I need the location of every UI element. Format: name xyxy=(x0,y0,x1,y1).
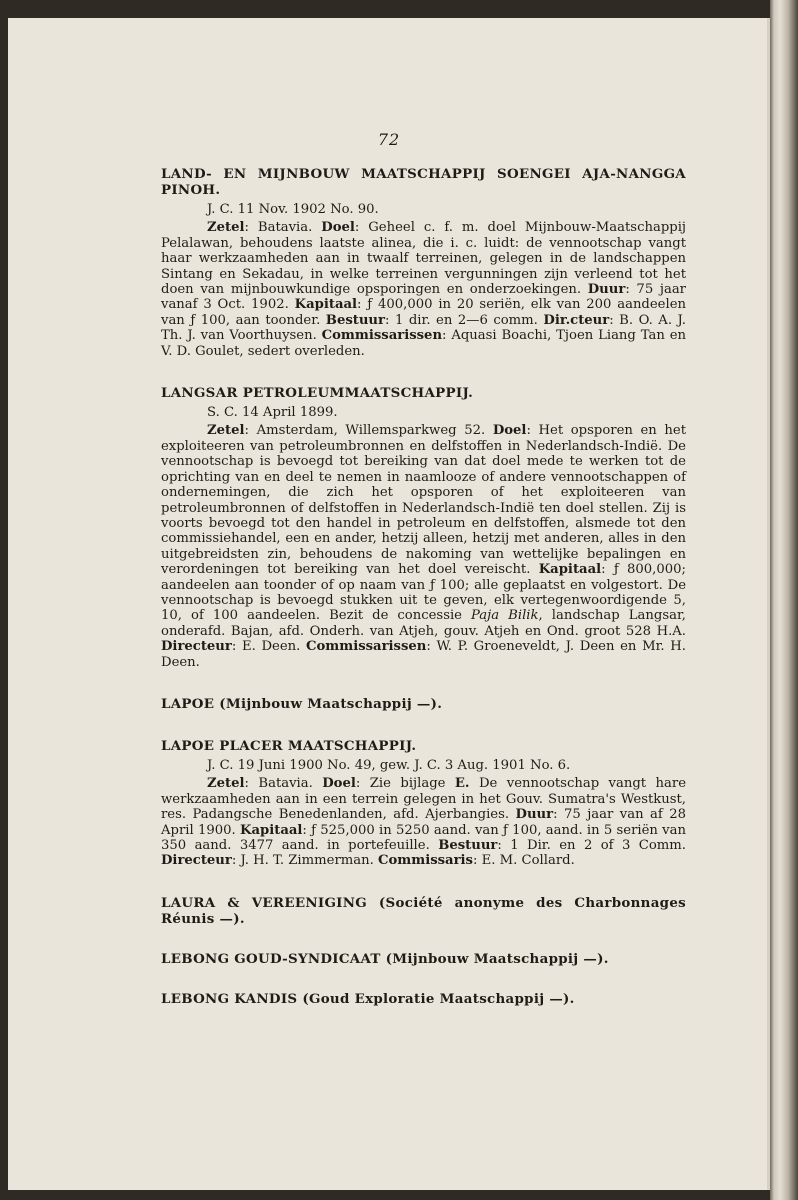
doel-label: Doel xyxy=(492,423,527,439)
entry-title: LAPOE (Mijnbouw Maatschappij —). xyxy=(161,695,443,712)
directeur-label: Directeur xyxy=(161,639,232,655)
zetel-value: : Amsterdam, Willemsparkweg 52. xyxy=(244,423,493,439)
entry-body xyxy=(161,776,686,868)
bestuur-value: : 1 Dir. en 2 of 3 Comm. xyxy=(497,838,686,853)
entry-langsar xyxy=(161,385,686,670)
zetel-label: Zetel xyxy=(207,776,245,792)
entry-lapoe xyxy=(161,696,686,712)
entry-soengei-ajanangga xyxy=(161,166,686,359)
book-page xyxy=(8,18,770,1190)
concessie-name: Paja Bilik xyxy=(471,608,539,624)
kapitaal-value: : ƒ 400,000 in 20 seriën, elk van 200 aandeelen van ƒ 100, aan toonder. xyxy=(161,297,686,328)
doel-label: Doel xyxy=(321,220,355,236)
duur-value: : 75 jaar vanaf 3 Oct. 1902. xyxy=(161,282,686,313)
duur-label: Duur xyxy=(515,807,554,823)
entry-lebong-goud-syndicaat xyxy=(161,951,686,967)
entry-title: LANGSAR PETROLEUMMAATSCHAPPIJ. xyxy=(161,385,474,402)
entry-reference: S. C. 14 April 1899. xyxy=(207,405,338,421)
page-content xyxy=(161,166,686,1031)
entry-title: LEBONG GOUD-SYNDICAAT (Mijnbouw Maatschappij —). xyxy=(161,950,609,967)
entry-title: LAPOE PLACER MAATSCHAPPIJ. xyxy=(161,737,417,754)
doel-label: Doel xyxy=(322,776,356,792)
commissaris-value: : E. M. Collard. xyxy=(473,853,575,869)
bestuur-label: Bestuur xyxy=(438,838,498,853)
commissarissen-value: : Aquasi Boachi, Tjoen Liang Tan en V. D. Goulet, sedert overleden. xyxy=(161,328,686,359)
doel-value: : Zie bijlage xyxy=(355,776,455,792)
directeur-value: : J. H. T. Zimmerman. xyxy=(231,853,378,869)
zetel-label: Zetel xyxy=(207,220,245,236)
directeur-label: Directeur xyxy=(161,853,232,869)
directeur-label: Dir.cteur xyxy=(543,312,610,328)
entry-reference: J. C. 19 Juni 1900 No. 49, gew. J. C. 3 Aug. 1901 No. 6. xyxy=(207,757,571,773)
zetel-value: : Batavia. xyxy=(244,220,322,236)
entry-lapoe-placer xyxy=(161,738,686,869)
entry-lebong-kandis xyxy=(161,991,686,1007)
kapitaal-value: : ƒ 800,000; aandeelen aan toonder of op naam van ƒ 100; alle geplaatst en volgestort. De vennootschap is bevoegd stukken uit te geven, elk vertegenwoordigende 5, 10, of 100 aandeelen. Bezit de concessie xyxy=(161,562,686,624)
commissarissen-value: : W. P. Groeneveldt, J. Deen en Mr. H. Deen. xyxy=(161,639,686,670)
zetel-value: : Batavia. xyxy=(244,776,323,792)
doel-value: : Het opsporen en het exploiteeren van petroleumbronnen en delfstoffen in Nederlandsch-Indië. De vennootschap is bevoegd tot bereiking van dat doel mede te werken tot de oprichting van en deel te nemen in naamlooze of andere vennootschappen of ondernemingen, die zich het opsporen of het exploiteeren van petroleumbronnen of delfstoffen in Nederlandsch-Indië ten doel stellen. Zij is voorts bevoegd tot den handel in petroleum en delfstoffen, alsmede tot den commissiehandel, een en ander, hetzij alleen, hetzij met anderen, alles in den uitgebreidsten zin, behoudens de nakoming van wettelijke bepalingen en verordeningen tot bereiking van het doel vereischt. xyxy=(161,423,687,578)
doel-value: : Geheel c. f. m. doel Mijnbouw-Maatschappij Pelalawan, behoudens laatste alinea, die i. c. luidt: de vennootschap vangt haar werkzaamheden aan in twaalf terreinen, gelegen in de landschappen Sintang en Sekadau, in welke terreinen vergunningen zijn verleend tot het doen van mijnbouwkundige opsporingen en onderzoekingen. xyxy=(161,220,687,298)
page-number: 72 xyxy=(377,130,401,149)
duur-value: : 75 jaar van af 28 April 1900. xyxy=(161,807,686,838)
directeur-value: : E. Deen. xyxy=(231,639,306,655)
commissaris-label: Commissaris xyxy=(378,853,473,869)
entry-title: LEBONG KANDIS (Goud Exploratie Maatschappij —). xyxy=(161,990,575,1007)
kapitaal-label: Kapitaal xyxy=(294,297,358,313)
zetel-label: Zetel xyxy=(207,423,245,439)
kapitaal-value: : ƒ 525,000 in 5250 aand. van ƒ 100, aand. in 5 seriën van 350 aand. 3477 aand. in portefeuille. xyxy=(161,822,686,853)
entry-title: LAND- EN MIJNBOUW MAATSCHAPPIJ SOENGEI AJA-NANGGA PINOH. xyxy=(161,166,686,198)
duur-label: Duur xyxy=(587,282,626,298)
entry-reference: J. C. 11 Nov. 1902 No. 90. xyxy=(207,202,379,217)
entry-body xyxy=(161,423,686,670)
commissarissen-label: Commissarissen xyxy=(321,328,443,344)
entry-body xyxy=(161,220,686,359)
directeur-value: : B. O. A. J. Th. J. van Voorthuysen. xyxy=(161,312,686,344)
kapitaal-value-cont: , landschap Langsar, onderafd. Bajan, afd. Onderh. van Atjeh, gouv. Atjeh en Ond. groot 528 H.A. xyxy=(161,608,686,639)
bestuur-label: Bestuur xyxy=(325,312,385,328)
book-page-edge xyxy=(770,0,798,1200)
kapitaal-label: Kapitaal xyxy=(538,562,602,578)
entry-title: LAURA & VEREENIGING (Société anonyme des Charbonnages Réunis —). xyxy=(161,894,686,927)
bijlage-ref: E. xyxy=(454,776,470,792)
kapitaal-label: Kapitaal xyxy=(239,822,303,838)
entry-laura-vereeniging xyxy=(161,895,686,927)
commissarissen-label: Commissarissen xyxy=(306,639,427,655)
doel-value-cont: De vennootschap vangt hare werkzaamheden aan in een terrein gelegen in het Gouv. Sumatra's Westkust, res. Padangsche Benedenlanden, afd. Ajerbangies. xyxy=(161,776,686,823)
bestuur-value: : 1 dir. en 2—6 comm. xyxy=(384,312,544,328)
